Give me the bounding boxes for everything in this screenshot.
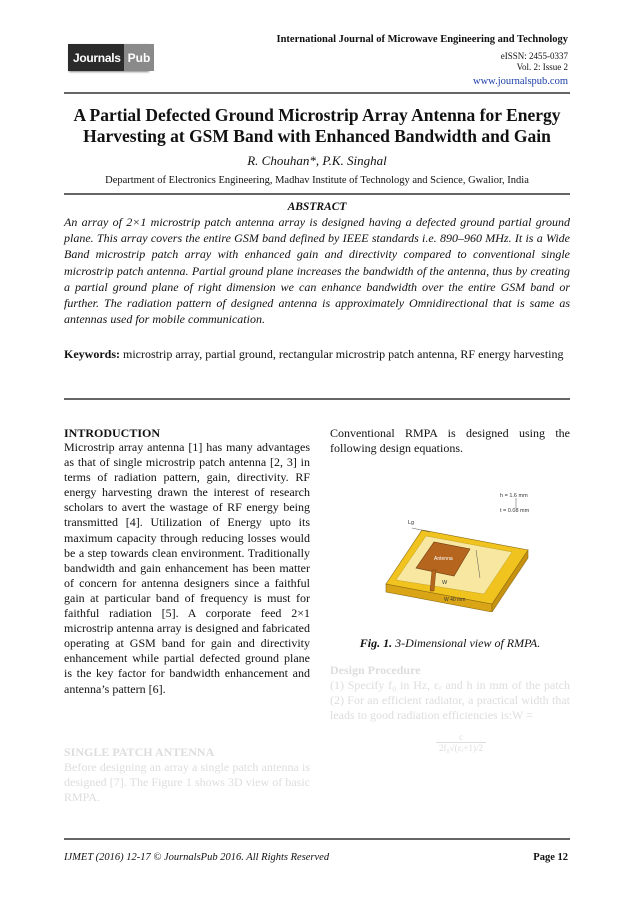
equation-numerator: c <box>436 732 486 743</box>
logo-text-pub: Pub <box>124 44 155 71</box>
figure-label-wg: W 40 mm <box>444 597 466 603</box>
paper-title <box>64 105 570 147</box>
journal-name: International Journal of Microwave Engineering and Technology <box>276 34 568 45</box>
abstract-bottom-divider <box>64 398 570 400</box>
issn: eISSN: 2455-0337 <box>500 51 568 61</box>
figure-label-patch: Antenna <box>434 556 453 562</box>
figure-label-lg: Lg <box>408 520 415 526</box>
design-procedure-text: (1) Specify f₀ in Hz, εᵣ and h in mm of the patch (2) For an efficient radiator, a practical width that leads to good radiation efficiencies is:W = <box>330 678 570 723</box>
rmpa-intro-text: Conventional RMPA is designed using the following design equations. <box>330 426 570 456</box>
affiliation: Department of Electronics Engineering, Madhav Institute of Technology and Science, Gwalior, India <box>105 175 529 186</box>
single-patch-text: Before designing an array a single patch antenna is designed [7]. The Figure 1 shows 3D view of basic RMPA. <box>64 760 310 805</box>
abstract-text: An array of 2×1 microstrip patch antenna array is designed having a defected ground partial ground plane. This array covers the entire GSM band defined by IEEE standards i.e. 890–960 MHz. It is a Wide Band microstrip patch array with enhanced gain and directivity compared to conventional single microstrip patch antenna. Partial ground plane increases the bandwidth of the antenna, thus by creating a partial ground plane of right dimension we can enhance bandwidth over the entire GSM band or further. The radiation pattern of designed antenna is approximately Omnidirectional that is same as antennas used for mobile communication. <box>64 215 570 327</box>
figure-label-h: h = 1.6 mm <box>500 493 528 499</box>
keywords <box>64 346 570 362</box>
width-equation <box>436 732 486 753</box>
keywords-label: Keywords: <box>64 347 120 361</box>
equation-denominator: 2f₀√(εᵣ+1)/2 <box>439 743 483 753</box>
introduction-text: Microstrip array antenna [1] has many advantages as that of single microstrip patch antenna [2, 3] in terms of radiation pattern, gain, directivity. RF energy harvesting drawn the interest of research scholars to avert the wastage of RF energy being transmitted [4]. Utilization of Energy upto its maximum capacity through reducing losses would be a step towards clean environment. Traditionally bandwidth and gain enhancement has been matter of concern for antenna designers since a faithful gain at particular band of frequency is must for faithful radiation [5]. A corporate feed 2×1 microstrip antenna array is designed and fabricated operating at GSM band for gain and directivity enhancement while partial defected ground plane is the key factor for bandwidth enhancement and antenna’s pattern [6]. <box>64 440 310 696</box>
header-divider <box>64 92 570 94</box>
title-line-2: Harvesting at GSM Band with Enhanced Bandwidth and Gain <box>83 126 551 146</box>
footer-divider <box>64 838 570 840</box>
volume-issue: Vol. 2: Issue 2 <box>516 62 568 72</box>
title-line-1: A Partial Defected Ground Microstrip Array Antenna for Energy <box>73 105 561 125</box>
footer-copyright: IJMET (2016) 12-17 © JournalsPub 2016. All Rights Reserved <box>64 852 330 863</box>
single-patch-heading: SINGLE PATCH ANTENNA <box>64 745 215 759</box>
logo-text-journals: Journals <box>68 44 124 71</box>
journalspub-logo <box>68 44 151 71</box>
figure-caption <box>330 636 570 651</box>
abstract-top-divider <box>64 193 570 195</box>
journal-url-link[interactable]: www.journalspub.com <box>473 76 568 87</box>
abstract-heading: ABSTRACT <box>287 201 347 213</box>
figure-label-w: W <box>442 580 448 586</box>
figure-label-t: t = 0.08 mm <box>500 508 530 514</box>
page-number: Page 12 <box>533 852 568 863</box>
authors: R. Chouhan*, P.K. Singhal <box>247 153 387 168</box>
keywords-text: microstrip array, partial ground, rectangular microstrip patch antenna, RF energy harvesting <box>123 347 564 361</box>
figure-caption-label: Fig. 1. <box>359 636 393 650</box>
introduction-heading: INTRODUCTION <box>64 426 161 440</box>
figure-caption-text: 3-Dimensional view of RMPA. <box>395 636 541 650</box>
rmpa-3d-figure <box>372 488 540 612</box>
design-procedure-heading: Design Procedure <box>330 663 421 677</box>
